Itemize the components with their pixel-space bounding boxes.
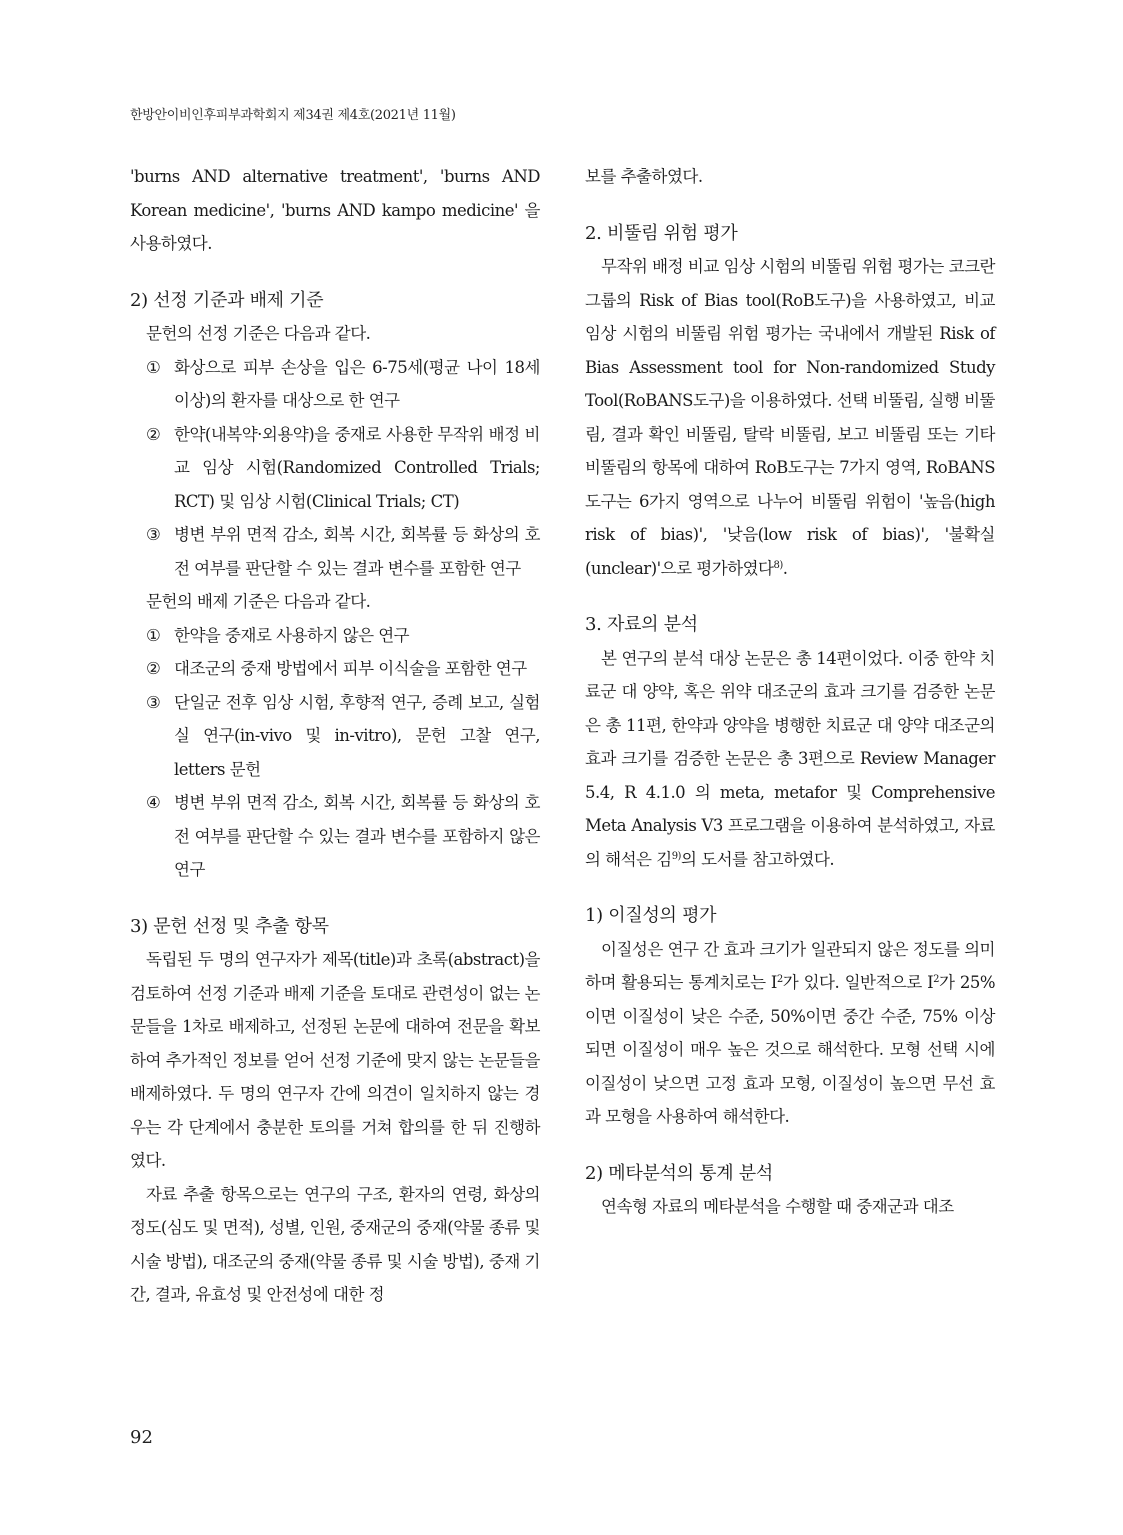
inclusion-item: ① 화상으로 피부 손상을 입은 6-75세(평균 나이 18세 이상)의 환자를 대상으로 한 연구 — [146, 357, 540, 410]
exclusion-intro: 문헌의 배제 기준은 다음과 같다. — [146, 592, 371, 611]
right-column — [585, 160, 995, 1224]
section-heading-bias: 2. 비뚤림 위험 평가 — [585, 222, 738, 244]
heterogeneity-paragraph: 이질성은 연구 간 효과 크기가 일관되지 않은 정도를 의미하며 활용되는 통계치로는 $I^2$가 있다. 일반적으로 $I^2$가 25%이면 이질성이 낮은 수준, 50%이면 중간 수준, 75% 이상 되면 이질성이 매우 높은 것으로 해석한다. 모형 선택 시에 이질성이 낮으면 고정 효과 모형, 이질성이 높으면 무선 효과 모형을 사용하여 해석한다. — [585, 939, 996, 1126]
left-column — [130, 160, 540, 1312]
exclusion-item: ④ 병변 부위 면적 감소, 회복 시간, 회복률 등 화상의 호전 여부를 판단할 수 있는 결과 변수를 포함하지 않은 연구 — [146, 793, 540, 879]
section-heading-criteria: 2) 선정 기준과 배제 기준 — [130, 289, 324, 311]
analysis-paragraph: 본 연구의 분석 대상 논문은 총 14편이었다. 이중 한약 치료군 대 양약, 혹은 위약 대조군의 효과 크기를 검증한 논문은 총 11편, 한약과 양약을 병행한 치료군 대 양약 대조군의 효과 크기를 검증한 논문은 총 3편으로 Review Manager 5.4, R 4.1.0 의 meta, metafor 및 Comprehensive Meta Analysis V3 프로그램을 이용하여 분석하였고, 자료의 해석은 김$^{9)}$의 도서를 참고하였다. — [585, 648, 995, 869]
inclusion-intro: 문헌의 선정 기준은 다음과 같다. — [146, 324, 371, 343]
exclusion-item: ① 한약을 중재로 사용하지 않은 연구 — [146, 625, 410, 645]
section-heading-meta-analysis: 2) 메타분석의 통계 분석 — [585, 1162, 773, 1184]
section-heading-analysis: 3. 자료의 분석 — [585, 614, 698, 635]
selection-paragraph: 독립된 두 명의 연구자가 제목(title)과 초록(abstract)을 검토하여 선정 기준과 배제 기준을 토대로 관련성이 없는 논문들을 1차로 배제하고, 선정된 논문에 대하여 전문을 확보하여 추가적인 정보를 얻어 선정 기준에 맞지 않는 논문들을 배제하였다. 두 명의 연구자 간에 의견이 일치하지 않는 경우는 각 단계에서 충분한 토의를 거쳐 합의를 한 뒤 진행하였다. — [130, 950, 540, 1170]
meta-analysis-paragraph: 연속형 자료의 메타분석을 수행할 때 중재군과 대조 — [601, 1197, 954, 1216]
inclusion-item: ③ 병변 부위 면적 감소, 회복 시간, 회복률 등 화상의 호전 여부를 판단할 수 있는 결과 변수를 포함한 연구 — [146, 525, 540, 578]
continued-text: 보를 추출하였다. — [585, 167, 703, 186]
inclusion-item: ② 한약(내복약·외용약)을 중재로 사용한 무작위 배정 비교 임상 시험(Randomized Controlled Trials; RCT) 및 임상 시험(Clinical Trials; CT) — [146, 424, 540, 511]
section-heading-heterogeneity: 1) 이질성의 평가 — [585, 905, 717, 926]
running-head: 한방안이비인후피부과학회지 제34권 제4호(2021년 11월) — [130, 108, 456, 123]
bias-paragraph: 무작위 배정 비교 임상 시험의 비뚤림 위험 평가는 코크란 그룹의 Risk of Bias tool(RoB도구)을 사용하였고, 비교 임상 시험의 비뚤림 위험 평가는 국내에서 개발된 Risk of Bias Assessment tool for Non-randomized Study Tool(RoBANS도구)을 이용하였다. 선택 비뚤림, 실행 비뚤림, 결과 확인 비뚤림, 탈락 비뚤림, 보고 비뚤림 또는 기타 비뚤림의 항목에 대하여 RoB도구는 7가지 영역, RoBANS도구는 6가지 영역으로 나누어 비뚤림 위험이 '높음(high risk of bias)', '낮음(low risk of bias)', '불확실(unclear)'으로 평가하였다$^{8)}$. — [585, 257, 995, 578]
page-number: 92 — [130, 1427, 153, 1448]
exclusion-item: ③ 단일군 전후 임상 시험, 후향적 연구, 증례 보고, 실험실 연구(in-vivo 및 in-vitro), 문헌 고찰 연구, letters 문헌 — [146, 692, 540, 779]
extraction-paragraph: 자료 추출 항목으로는 연구의 구조, 환자의 연령, 화상의 정도(심도 및 면적), 성별, 인원, 중재군의 중재(약물 종류 및 시술 방법), 대조군의 중재(약물 종류 및 시술 방법), 중재 기간, 결과, 유효성 및 안전성에 대한 정 — [130, 1184, 540, 1304]
exclusion-item: ② 대조군의 중재 방법에서 피부 이식술을 포함한 연구 — [146, 659, 527, 678]
search-terms-paragraph: 'burns AND alternative treatment', 'burns AND Korean medicine', 'burns AND kampo medicine' 을 사용하였다. — [130, 167, 540, 253]
section-heading-selection: 3) 문헌 선정 및 추출 항목 — [130, 915, 329, 937]
citation-ref: 9) — [671, 850, 681, 862]
citation-ref: 8) — [773, 559, 783, 571]
